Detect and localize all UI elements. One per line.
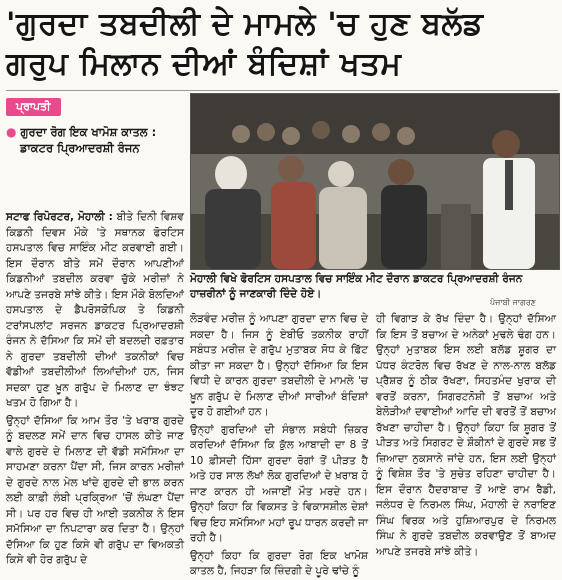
subhead-line-1: ਗੁਰਦਾ ਰੋਗ ਇਕ ਖਾਮੋਸ਼ ਕਾਤਲ : [20,125,157,139]
photo-credit: ਪੰਜਾਬੀ ਜਾਗਰਣ [490,298,536,307]
article-paragraph: ਉਨ੍ਹਾਂ ਕਿਹਾ ਕਿ ਗੁਰਦਾ ਰੋਗ ਇਕ ਖਾਮੋਸ਼ ਕਾਤਲ ਹੈ, ਜਿਹੜਾ ਕਿ ਜ਼ਿੰਦਗੀ ਦੇ ਪੂਰੇ ਢਾਂਚੇ ਨੂੰ [190,549,368,577]
article-column-3 [376,312,556,566]
article-paragraph: ਉਨ੍ਹਾਂ ਗੁਰਦਿਆਂ ਦੀ ਸੰਭਾਲ ਸਬੰਧੀ ਜ਼ਿਕਰ ਕਰਦਿਆਂ ਦੱਸਿਆ ਕਿ ਕੁੱਲ ਆਬਾਦੀ ਦਾ 8 ਤੋਂ 10 ਫ਼ੀਸਦੀ ਹਿੱਸਾ ਗੁਰਦਾ ਰੋਗਾਂ ਤੋਂ ਪੀੜਤ ਹੈ ਅਤੇ ਹਰ ਸਾਲ ਲੱਖਾਂ ਲੋਕ ਗੁਰਦਿਆਂ ਦੇ ਖ਼ਰਾਬ ਹੋ ਜਾਣ ਕਾਰਨ ਹੀ ਅਜਾਈਂ ਮੌਤ ਮਰਦੇ ਹਨ। ਉਨ੍ਹਾਂ ਕਿਹਾ ਕਿ ਵਿਕਸਤ ਤੇ ਵਿਕਾਸਸ਼ੀਲ ਦੇਸ਼ਾਂ ਵਿਚ ਇਹ ਸਮੱਸਿਆ ਮਹਾਂ ਰੂਪ ਧਾਰਨ ਕਰਦੀ ਜਾ ਰਹੀ ਹੈ। [190,423,368,544]
article-paragraph: ਹੀ ਵਿਗਾੜ ਕੇ ਰੱਖ ਦਿੰਦਾ ਹੈ। ਉਨ੍ਹਾਂ ਦੱਸਿਆ ਕਿ ਇਸ ਤੋਂ ਬਚਾਅ ਦੇ ਅਨੇਕਾਂ ਮੁਢਲੇ ਢੰਗ ਹਨ। ਉਨ੍ਹਾਂ ਮੁਤਾਬਕ ਇਸ ਲਈ ਬਲੱਡ ਸ਼ੂਗਰ ਦਾ ਪੱਧਰ ਕੰਟਰੋਲ ਵਿਚ ਰੱਖਣ ਦੇ ਨਾਲ-ਨਾਲ ਬਲੱਡ ਪ੍ਰੈਸ਼ਰ ਨੂੰ ਠੀਕ ਰੱਖਣਾ, ਸਿਹਤਮੰਦ ਖੁਰਾਕ ਦੀ ਵਰਤੋਂ ਕਰਨਾ, ਸਿਗਰਟਨੋਸ਼ੀ ਤੋਂ ਬਚਾਅ ਅਤੇ ਬੇਲੋੜੀਆਂ ਦਵਾਈਆਂ ਆਦਿ ਦੀ ਵਰਤੋਂ ਤੋਂ ਬਚਾਅ ਰੱਖਣਾ ਚਾਹੀਦਾ ਹੈ। ਉਨ੍ਹਾਂ ਕਿਹਾ ਕਿ ਸ਼ੂਗਰ ਤੋਂ ਪੀੜਤ ਅਤੇ ਸਿਗਰਟ ਦੇ ਸ਼ੌਕੀਨਾਂ ਦੇ ਗੁਰਦੇ ਸਭ ਤੋਂ ਜ਼ਿਆਦਾ ਨੁਕਸਾਨੇ ਜਾਂਦੇ ਹਨ, ਇਸ ਲਈ ਉਨ੍ਹਾਂ ਨੂੰ ਵਿਸ਼ੇਸ਼ ਤੌਰ 'ਤੇ ਸੁਚੇਤ ਰਹਿਣਾ ਚਾਹੀਦਾ ਹੈ। ਇਸ ਦੌਰਾਨ ਹੈਦਰਾਬਾਦ ਤੋਂ ਆਏ ਰਾਮ ਰੈਡੀ, ਜਲੰਧਰ ਦੇ ਨਿਰਮਲ ਸਿੰਘ, ਮੋਹਾਲੀ ਦੇ ਨਰਾਇਣ ਸਿੰਘ ਵਿਰਕ ਅਤੇ ਹੁਸ਼ਿਆਰਪੁਰ ਦੇ ਨਿਰਮਲ ਸਿੰਘ ਨੇ ਗੁਰਦੇ ਤਬਦੀਲ ਕਰਵਾਉਣ ਤੋਂ ਬਾਅਦ ਆਪਣੇ ਤਜਰਬੇ ਸਾਂਝੇ ਕੀਤੇ। [376,313,556,558]
article-paragraph: ਉਨ੍ਹਾਂ ਦੱਸਿਆ ਕਿ ਆਮ ਤੌਰ 'ਤੇ ਖਰਾਬ ਗੁਰਦੇ ਨੂੰ ਬਦਲਣ ਸਮੇਂ ਦਾਨ ਵਿਚ ਹਾਸਲ ਕੀਤੇ ਜਾਣ ਵਾਲੇ ਗੁਰਦੇ ਦੇ ਮਿਲਾਣ ਦੀ ਵੱਡੀ ਸਮੱਸਿਆ ਦਾ ਸਾਹਮਣਾ ਕਰਨਾ ਪੈਂਦਾ ਸੀ, ਜਿਸ ਕਾਰਨ ਮਰੀਜ਼ਾਂ ਦੇ ਗੁਰਦੇ ਨਾਲ ਮੇਲ ਖਾਂਦੇ ਗੁਰਦੇ ਦੀ ਭਾਲ ਕਰਨ ਲਈ ਕਾਫ਼ੀ ਲੰਬੀ ਪ੍ਰਕ੍ਰਿਆ 'ਚੋਂ ਲੰਘਣਾ ਪੈਂਦਾ ਸੀ। ਪਰ ਹਰ ਵਿਚ ਹੀ ਆਈ ਤਕਨੀਕ ਨੇ ਇਸ ਸਮੱਸਿਆ ਦਾ ਨਿਪਟਾਰਾ ਕਰ ਦਿਤਾ ਹੈ। ਉਨ੍ਹਾਂ ਦੱਸਿਆ ਕਿ ਹੁਣ ਕਿਸੇ ਵੀ ਗਰੁੱਪ ਦਾ ਵਿਅਕਤੀ ਕਿਸੇ ਵੀ ਹੋਰ ਗਰੁੱਪ ਦੇ [6,414,184,566]
article-paragraph: ਲੋੜਵੰਦ ਮਰੀਜ਼ ਨੂੰ ਆਪਣਾ ਗੁਰਦਾ ਦਾਨ ਵਿਚ ਦੇ ਸਕਦਾ ਹੈ। ਜਿਸ ਨੂੰ ਏਬੀਓ ਤਕਨੀਕ ਰਾਹੀਂ ਸਬੰਧਤ ਮਰੀਜ਼ ਦੇ ਗਰੁੱਪ ਮੁਤਾਬਕ ਸੋਧ ਕੇ ਫਿੱਟ ਕੀਤਾ ਜਾ ਸਕਦਾ ਹੈ। ਉਨ੍ਹਾਂ ਦੱਸਿਆ ਕਿ ਇਸ ਵਿਧੀ ਦੇ ਕਾਰਨ ਗੁਰਦਾ ਤਬਦੀਲੀ ਦੇ ਮਾਮਲੇ 'ਚ ਖ਼ੂਨ ਗਰੁੱਪ ਦੇ ਮਿਲਾਣ ਦੀਆਂ ਸਾਰੀਆਂ ਬੰਦਿਸ਼ਾਂ ਦੂਰ ਹੋ ਗਈਆਂ ਹਨ। [190,313,368,418]
headline [6,4,558,84]
subhead-line-2: ਡਾਕਟਰ ਪ੍ਰਿਆਦਰਸ਼ੀ ਰੰਜਨ [20,141,140,155]
article-column-2 [190,312,368,577]
headline-line-2: ਗਰੁਪ ਮਿਲਾਨ ਦੀਆਂ ਬੰਦਿਸ਼ਾਂ ਖਤਮ [6,46,402,82]
photo-caption: ਮੋਹਾਲੀ ਵਿਖੇ ਫੋਰਟਿਸ ਹਸਪਤਾਲ ਵਿਚ ਸਾਇੰਕ ਮੀਟ ਦੌਰਾਨ ਡਾਕਟਰ ਪ੍ਰਿਆਦਰਸ਼ੀ ਰੰਜਨ ਹਾਜ਼ਰੀਨਾਂ ਨੂੰ ਜਾਣਕਾਰੀ ਦਿੰਦੇ ਹੋਏ। [190,273,523,300]
article-text: ਬੀਤੇ ਦਿਨੀ ਵਿਸ਼ਵ ਕਿਡਨੀ ਦਿਵਸ ਮੌਕੇ 'ਤੇ ਸਥਾਨਕ ਫੋਰਟਿਸ ਹਸਪਤਾਲ ਵਿਚ ਸਾਇੰਕ ਮੀਟ ਕਰਵਾਈ ਗਈ। ਇਸ ਦੌਰਾਨ ਬੀਤੇ ਸਮੇਂ ਦੌਰਾਨ ਆਪਣੀਆਂ ਕਿਡਨੀਆਂ ਤਬਦੀਲ ਕਰਵਾ ਚੁੱਕੇ ਮਰੀਜ਼ਾਂ ਨੇ ਆਪਣੇ ਤਜਰਬੇ ਸਾਂਝੇ ਕੀਤੇ। ਇਸ ਮੌਕੇ ਬੋਲਦਿਆਂ ਹਸਪਤਾਲ ਦੇ ਡੈਪਰੋਸਕੋਪਿਕ ਤੇ ਕਿਡਨੀ ਟਰਾਂਸਪਲਾਂਟ ਸਰਜਨ ਡਾਕਟਰ ਪ੍ਰਿਆਦਰਸ਼ੀ ਰੰਜਨ ਨੇ ਦੱਸਿਆ ਕਿ ਸਮੇਂ ਦੀ ਬਦਲਦੀ ਰਫ਼ਤਾਰ ਨੇ ਗੁਰਦਾ ਤਬਦੀਲੀ ਦੀਆਂ ਤਕਨੀਕਾਂ ਵਿਚ ਵੱਡੀਆਂ ਤਬਦੀਲੀਆਂ ਲਿਆਂਦੀਆਂ ਹਨ, ਜਿਸ ਸਦਕਾ ਹੁਣ ਖ਼ੂਨ ਗਰੁੱਪ ਦੇ ਮਿਲਾਣ ਦਾ ਝੰਝਟ ਖਤਮ ਹੋ ਗਿਆ ਹੈ। [6,211,185,409]
bullet-icon: ● [6,125,17,139]
subhead-row [6,124,181,140]
subhead-row [6,140,181,156]
headline-divider [6,90,558,91]
photo-illustration [191,94,559,269]
subhead-box [6,95,181,200]
section-tag: ਪ੍ਰਾਪਤੀ [6,98,61,116]
dateline: ਸਟਾਫ ਰਿਪੋਰਟਰ, ਮੋਹਾਲੀ : [6,211,113,223]
article-column-1 [6,210,184,566]
article-paragraph [6,210,184,412]
headline-line-1: 'ਗੁਰਦਾ ਤਬਦੀਲੀ ਦੇ ਮਾਮਲੇ 'ਚ ਹੁਣ ਬਲੱਡ [6,6,484,42]
news-photo [190,93,560,270]
